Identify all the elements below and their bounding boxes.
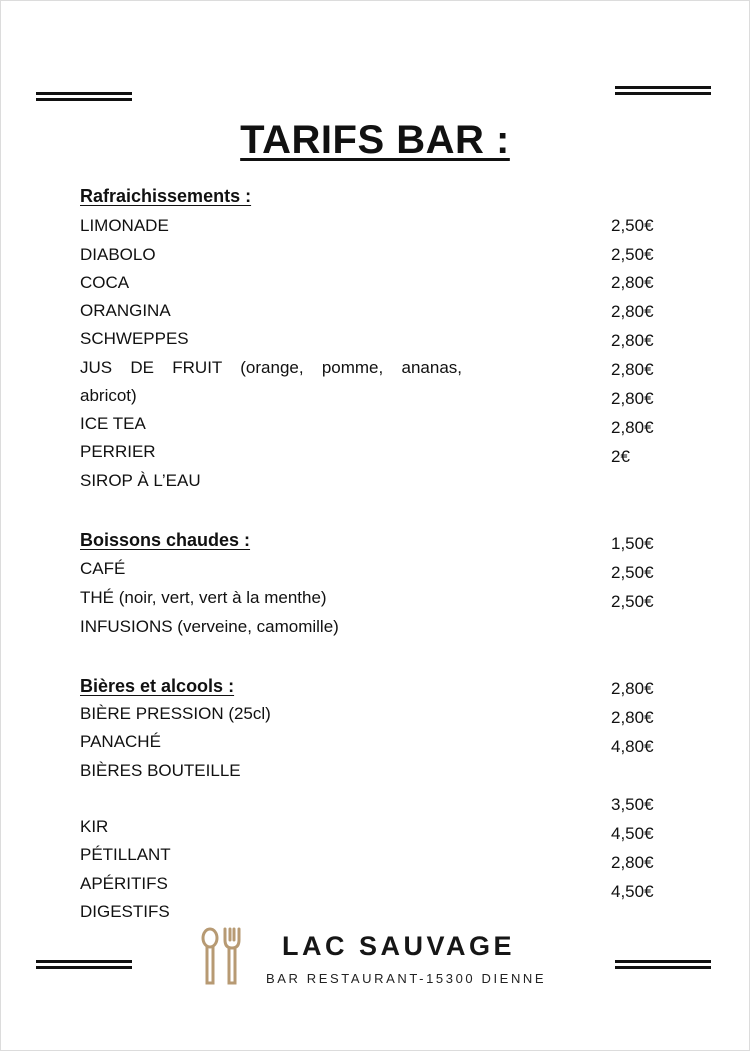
menu-price: 2€ — [611, 447, 630, 466]
menu-price: 4,80€ — [611, 737, 654, 756]
menu-item: abricot) — [80, 386, 137, 405]
menu-item: CAFÉ — [80, 559, 126, 578]
menu-item: PERRIER — [80, 442, 156, 461]
menu-item: SCHWEPPES — [80, 329, 189, 348]
menu-price: 2,50€ — [611, 563, 654, 582]
decorative-rule-top-left — [36, 92, 132, 101]
section-heading-hot-drinks: Boissons chaudes : — [80, 530, 251, 550]
section-heading-refreshments: Rafraichissements : — [80, 186, 252, 206]
menu-item: INFUSIONS (verveine, camomille) — [80, 617, 339, 636]
menu-item: COCA — [80, 273, 130, 292]
menu-price: 2,50€ — [611, 592, 654, 611]
menu-price: 2,80€ — [611, 302, 654, 321]
menu-price: 2,80€ — [611, 273, 654, 292]
menu-item: DIABOLO — [80, 245, 156, 264]
decorative-rule-bottom-right — [615, 960, 711, 969]
page-title: TARIFS BAR : — [240, 118, 510, 162]
brand-tagline: BAR RESTAURANT-15300 DIENNE — [266, 971, 547, 986]
menu-price: 2,80€ — [611, 708, 654, 727]
menu-item: PÉTILLANT — [80, 845, 171, 864]
menu-price: 2,80€ — [611, 360, 654, 379]
menu-item: LIMONADE — [80, 216, 169, 235]
menu-item: DIGESTIFS — [80, 902, 170, 921]
menu-item: THÉ (noir, vert, vert à la menthe) — [80, 588, 327, 607]
menu-item: KIR — [80, 817, 109, 836]
menu-price: 2,50€ — [611, 216, 654, 235]
menu-item: ORANGINA — [80, 301, 171, 320]
decorative-rule-top-right — [615, 86, 711, 95]
menu-price: 2,80€ — [611, 853, 654, 872]
menu-price: 4,50€ — [611, 824, 654, 843]
menu-item: BIÈRES BOUTEILLE — [80, 761, 241, 780]
decorative-rule-bottom-left — [36, 960, 132, 969]
menu-price: 1,50€ — [611, 534, 654, 553]
menu-price: 2,80€ — [611, 389, 654, 408]
menu-item: BIÈRE PRESSION (25cl) — [80, 704, 271, 723]
menu-item: SIROP À L’EAU — [80, 471, 201, 490]
menu-item: ICE TEA — [80, 414, 146, 433]
menu-item: APÉRITIFS — [80, 874, 168, 893]
menu-item: PANACHÉ — [80, 732, 161, 751]
menu-price: 2,80€ — [611, 679, 654, 698]
menu-price: 2,50€ — [611, 245, 654, 264]
menu-price: 4,50€ — [611, 882, 654, 901]
menu-price: 3,50€ — [611, 795, 654, 814]
brand-name: LAC SAUVAGE — [282, 931, 516, 961]
menu-price: 2,80€ — [611, 331, 654, 350]
menu-price: 2,80€ — [611, 418, 654, 437]
section-heading-beers-spirits: Bières et alcools : — [80, 676, 235, 696]
spoon-fork-icon — [200, 926, 246, 988]
menu-item: JUS DE FRUIT (orange, pomme, ananas, — [80, 358, 462, 377]
